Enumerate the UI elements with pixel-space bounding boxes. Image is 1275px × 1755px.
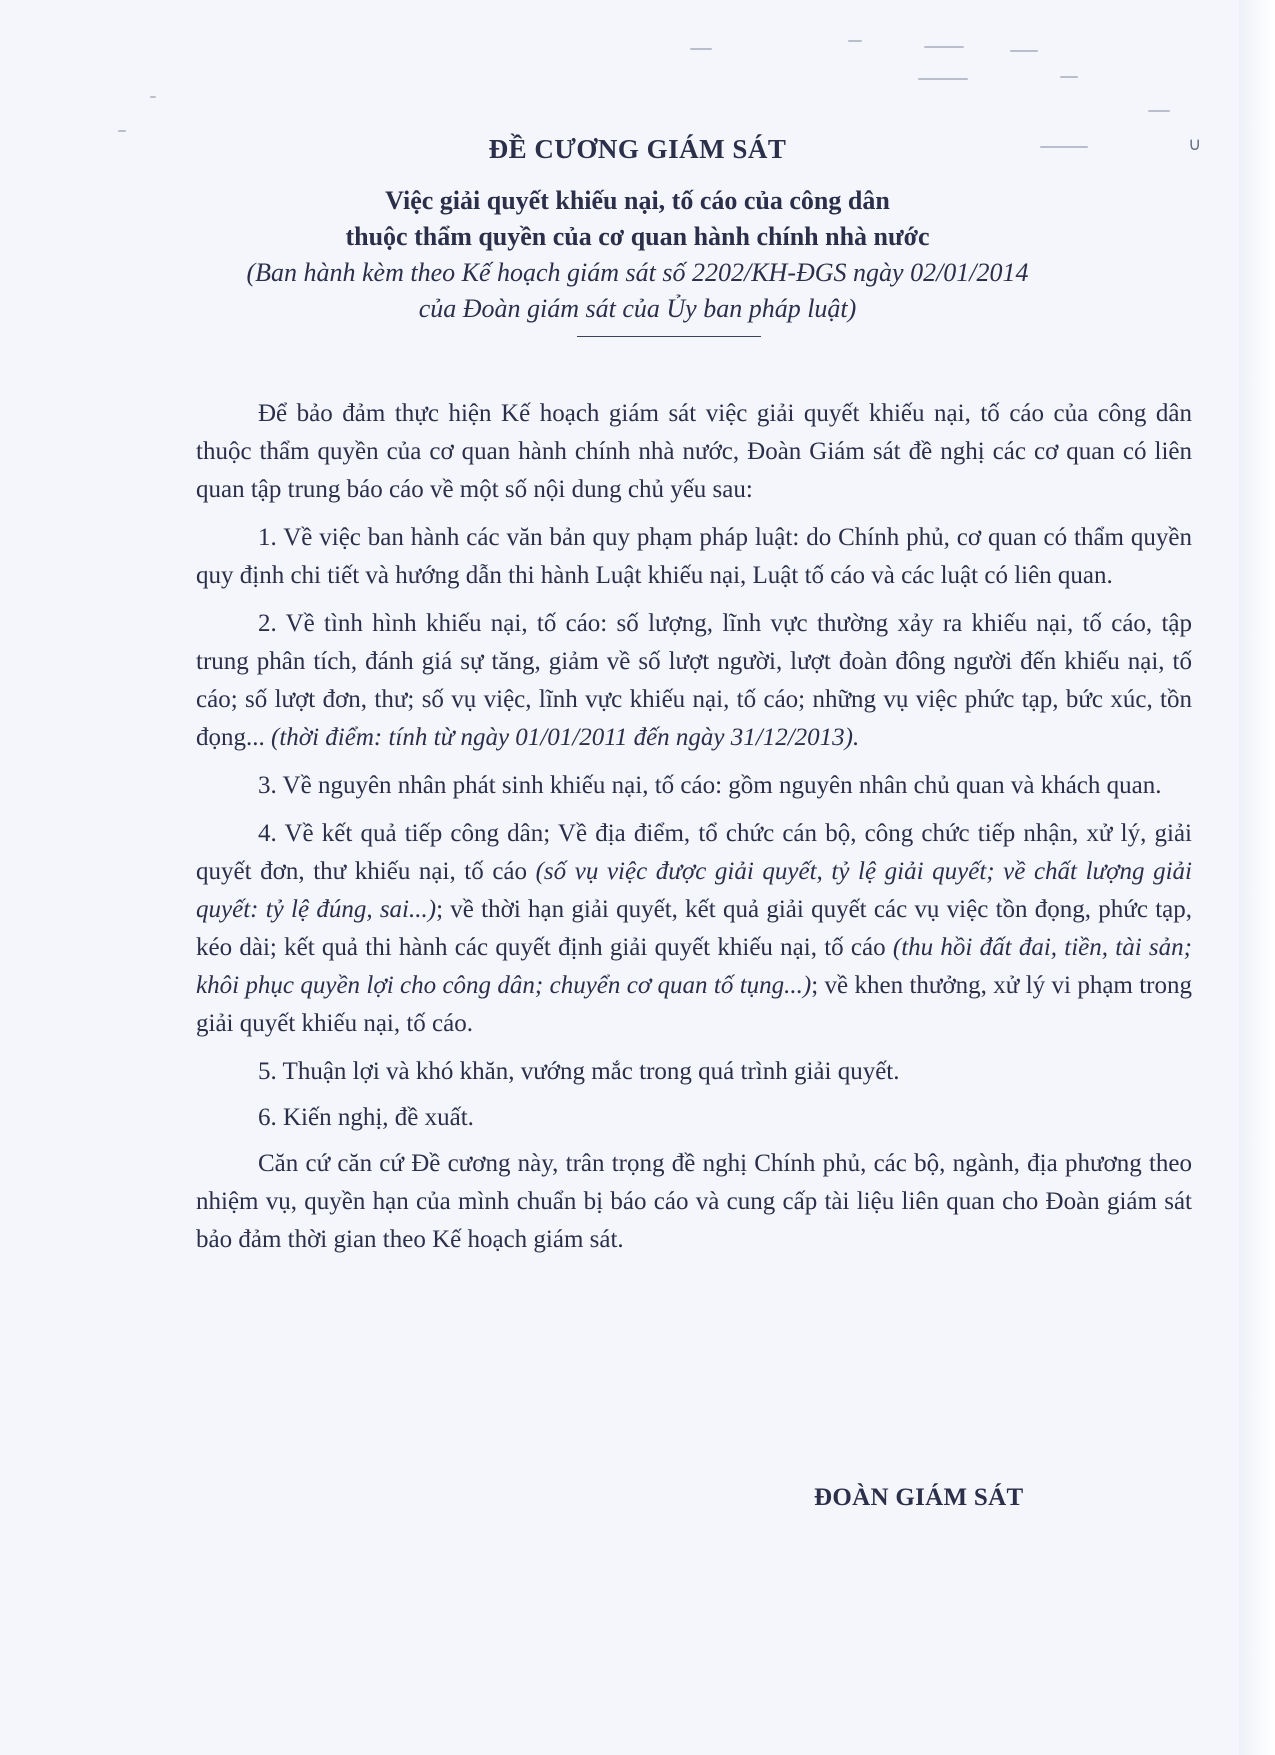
item-4-text-a: 4. Về kết quả tiếp công dân; Về địa điểm, tổ chức cán bộ, công chức tiếp nhận, xử lý, giải quyết đơn, thư khiếu nại, tố cáo xyxy=(196,820,1192,885)
item-4-text-e: ; về khen thưởng, xử lý vi phạm trong giải quyết khiếu nại, tố cáo. xyxy=(196,972,1192,1037)
title-divider xyxy=(577,336,761,337)
item-3-paragraph: 3. Về nguyên nhân phát sinh khiếu nại, tố cáo: gồm nguyên nhân chủ quan và khách quan. xyxy=(258,772,1162,799)
item-2-text: 2. Về tình hình khiếu nại, tố cáo: số lượng, lĩnh vực thường xảy ra khiếu nại, tố cáo, tập trung phân tích, đánh giá sự tăng, giảm về số lượt người, lượt đoàn đông người đến khiếu nại, tố cáo; số lượt đơn, thư; số vụ việc, lĩnh vực khiếu nại, tố cáo; những vụ việc phức tạp, bức xúc, tồn đọng... xyxy=(196,610,1192,751)
item-4-note-b: (số vụ việc được giải quyết, tỷ lệ giải quyết; về chất lượng giải quyết: tỷ lệ đúng, sai...) xyxy=(196,858,1192,923)
signature-block: ĐOÀN GIÁM SÁT xyxy=(814,1484,1024,1511)
item-4-text-c: ; về thời hạn giải quyết, kết quả giải quyết các vụ việc tồn đọng, phức tạp, kéo dài; kết quả thi hành các quyết định giải quyết khiếu nại, tố cáo xyxy=(196,896,1192,961)
item-6-paragraph: 6. Kiến nghị, đề xuất. xyxy=(258,1104,474,1131)
item-4-note-d: (thu hồi đất đai, tiền, tài sản; khôi phục quyền lợi cho công dân; chuyển cơ quan tố tụng...) xyxy=(196,934,1192,999)
document-body xyxy=(196,395,1192,1269)
closing-paragraph: Căn cứ căn cứ Đề cương này, trân trọng đề nghị Chính phủ, các bộ, ngành, địa phương theo nhiệm vụ, quyền hạn của mình chuẩn bị báo cáo và cung cấp tài liệu liên quan cho Đoàn giám sát bảo đảm thời gian theo Kế hoạch giám sát. xyxy=(196,1150,1192,1253)
item-1-paragraph: 1. Về việc ban hành các văn bản quy phạm pháp luật: do Chính phủ, cơ quan có thẩm quyền quy định chi tiết và hướng dẫn thi hành Luật khiếu nại, Luật tố cáo và các luật có liên quan. xyxy=(196,524,1192,589)
item-2-period-note: (thời điểm: tính từ ngày 01/01/2011 đến ngày 31/12/2013). xyxy=(271,724,860,751)
scan-corner-mark: ∪ xyxy=(1188,134,1202,155)
subtitle-line-1: Việc giải quyết khiếu nại, tố cáo của công dân xyxy=(385,186,890,215)
issuance-note-line-1: (Ban hành kèm theo Kế hoạch giám sát số 2202/KH-ĐGS ngày 02/01/2014 xyxy=(246,258,1029,287)
item-4-paragraph xyxy=(196,815,1192,1043)
item-5-paragraph: 5. Thuận lợi và khó khăn, vướng mắc trong quá trình giải quyết. xyxy=(258,1058,900,1085)
item-2-paragraph xyxy=(196,605,1192,757)
subtitle-line-2: thuộc thẩm quyền của cơ quan hành chính nhà nước xyxy=(345,222,930,251)
document-title: ĐỀ CƯƠNG GIÁM SÁT xyxy=(488,134,787,164)
intro-paragraph: Để bảo đảm thực hiện Kế hoạch giám sát việc giải quyết khiếu nại, tố cáo của công dân thuộc thẩm quyền của cơ quan hành chính nhà nước, Đoàn Giám sát đề nghị các cơ quan có liên quan tập trung báo cáo về một số nội dung chủ yếu sau: xyxy=(196,400,1192,503)
issuance-note-line-2: của Đoàn giám sát của Ủy ban pháp luật) xyxy=(418,294,857,323)
